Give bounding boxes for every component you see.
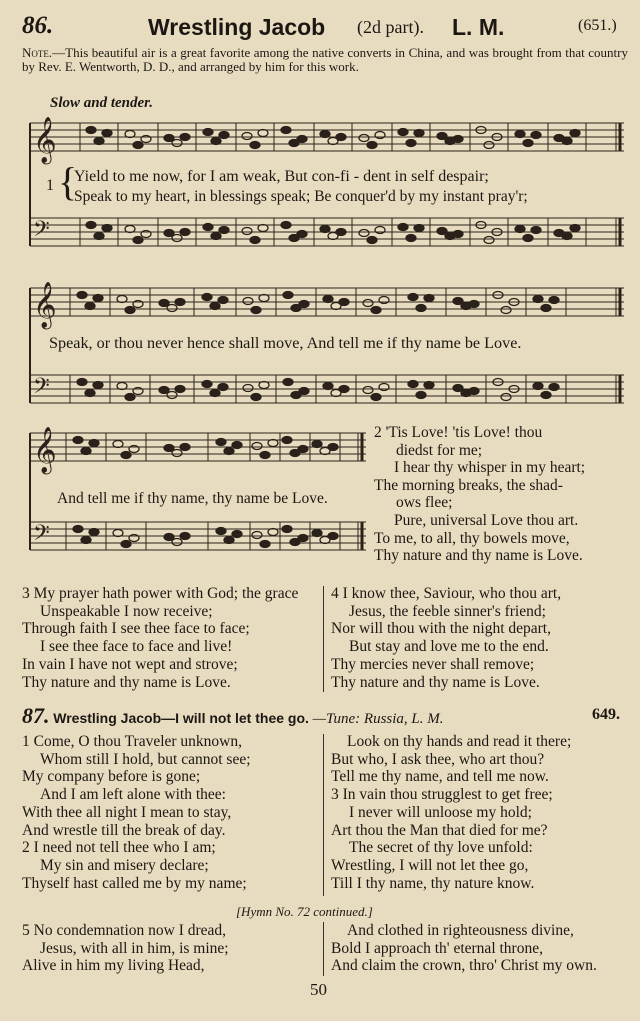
hymn-87-tune: —Tune: Russia, L. M. bbox=[312, 711, 444, 727]
note-head bbox=[202, 381, 212, 388]
note-head bbox=[268, 440, 278, 447]
bass-clef: 𝄢 bbox=[33, 217, 50, 247]
note-head bbox=[549, 297, 559, 304]
verse-line: Pure, universal Love thou art. bbox=[394, 511, 579, 529]
note-head bbox=[259, 295, 269, 302]
bass-clef: 𝄢 bbox=[33, 374, 50, 404]
note-head bbox=[210, 303, 220, 310]
verse-line: Wrestling, I will not let thee go, bbox=[331, 856, 529, 874]
note-head bbox=[408, 381, 418, 388]
lyric-line-3: And tell me if thy name, thy name be Love. bbox=[57, 490, 328, 507]
note-head bbox=[164, 445, 174, 452]
page-number: 50 bbox=[310, 980, 327, 999]
hymn-title: Wrestling Jacob bbox=[148, 14, 326, 40]
note-head bbox=[371, 394, 381, 401]
note-head bbox=[289, 235, 299, 242]
note-head bbox=[180, 533, 190, 540]
hymn-87-right-column bbox=[331, 733, 631, 892]
note-head bbox=[94, 233, 104, 240]
note-head bbox=[281, 222, 291, 229]
note-head bbox=[312, 441, 322, 448]
note-head bbox=[172, 235, 182, 242]
note-head bbox=[164, 135, 174, 142]
verse-line: And wrestle till the break of day. bbox=[22, 821, 226, 839]
note-head bbox=[408, 294, 418, 301]
note-head bbox=[167, 305, 177, 312]
note-head bbox=[164, 534, 174, 541]
note-head bbox=[541, 305, 551, 312]
note-head bbox=[260, 452, 270, 459]
note-head bbox=[203, 224, 213, 231]
note-head bbox=[113, 441, 123, 448]
note-head bbox=[359, 230, 369, 237]
note-head bbox=[202, 294, 212, 301]
hymn-87-reference: 649. bbox=[592, 706, 620, 723]
verse-line: And clothed in righteousness divine, bbox=[347, 922, 574, 939]
note-head bbox=[363, 387, 373, 394]
note-head bbox=[164, 230, 174, 237]
verse-line: Thyself hast called me by my name; bbox=[22, 874, 247, 892]
note-head bbox=[243, 385, 253, 392]
note-head bbox=[531, 227, 541, 234]
note-head bbox=[312, 530, 322, 537]
note-head bbox=[125, 226, 135, 233]
column-divider bbox=[323, 734, 324, 896]
note-head bbox=[121, 541, 131, 548]
note-head bbox=[125, 394, 135, 401]
note-head bbox=[484, 142, 494, 149]
note-head bbox=[86, 127, 96, 134]
verse-line: But stay and love me to the end. bbox=[349, 638, 549, 656]
verse-line: Thy nature and thy name is Love. bbox=[22, 673, 231, 691]
note-head bbox=[320, 448, 330, 455]
verse-line: And claim the crown, thro' Christ my own. bbox=[331, 957, 597, 975]
verse-line: Nor will thou with the night depart, bbox=[331, 620, 551, 638]
note-head bbox=[94, 138, 104, 145]
bass-clef: 𝄢 bbox=[33, 521, 50, 551]
note-head bbox=[243, 298, 253, 305]
note-head bbox=[251, 307, 261, 314]
verse-line: But who, I ask thee, who art thou? bbox=[331, 750, 545, 768]
note-head bbox=[258, 225, 268, 232]
treble-clef: 𝄞 bbox=[33, 427, 57, 473]
note-head bbox=[320, 537, 330, 544]
note-head bbox=[167, 392, 177, 399]
note-head bbox=[211, 138, 221, 145]
note-head bbox=[570, 130, 580, 137]
note-head bbox=[102, 130, 112, 137]
note-head bbox=[541, 392, 551, 399]
lyric-line-1b: Speak to my heart, in blessings speak; Be conquer'd by my instant pray'r; bbox=[74, 188, 528, 205]
note-head bbox=[320, 131, 330, 138]
note-head bbox=[251, 394, 261, 401]
verse-line: 4 I know thee, Saviour, who thou art, bbox=[331, 585, 562, 602]
verse-line: Bold I approach th' eternal throne, bbox=[331, 939, 543, 957]
note-head bbox=[461, 390, 471, 397]
note-head bbox=[531, 132, 541, 139]
note-head bbox=[133, 142, 143, 149]
note-head bbox=[323, 383, 333, 390]
verse-line: With thee all night I mean to stay, bbox=[22, 803, 232, 821]
note-head bbox=[93, 295, 103, 302]
note-head bbox=[570, 225, 580, 232]
note-head bbox=[133, 237, 143, 244]
note-head bbox=[159, 300, 169, 307]
note-head bbox=[252, 443, 262, 450]
note-head bbox=[453, 298, 463, 305]
verse-line: My company before is gone; bbox=[22, 768, 201, 786]
hymn-87-header bbox=[22, 703, 628, 729]
tempo-marking: Slow and tender. bbox=[50, 95, 153, 111]
verse-line: Till I thy name, thy nature know. bbox=[331, 874, 535, 892]
note-head bbox=[416, 305, 426, 312]
note-head bbox=[89, 529, 99, 536]
note-head bbox=[363, 300, 373, 307]
note-head bbox=[549, 384, 559, 391]
note-head bbox=[406, 140, 416, 147]
treble-clef: 𝄞 bbox=[33, 117, 57, 163]
verse-line: To me, to all, thy bowels move, bbox=[374, 529, 570, 547]
note-head bbox=[203, 129, 213, 136]
hymn-87-title: Wrestling Jacob—I will not let thee go. bbox=[53, 710, 309, 726]
note-head bbox=[86, 222, 96, 229]
note-head bbox=[172, 140, 182, 147]
note-head bbox=[258, 130, 268, 137]
verse-line: Tell me thy name, and tell me now. bbox=[331, 768, 549, 786]
note-head bbox=[232, 442, 242, 449]
verse-line: 3 In vain thou strugglest to get free; bbox=[331, 786, 553, 804]
hymn-72-left-column bbox=[22, 922, 322, 975]
note-head bbox=[159, 387, 169, 394]
note-head bbox=[331, 390, 341, 397]
note-head bbox=[73, 437, 83, 444]
verse-line: In vain I have not wept and strove; bbox=[22, 655, 238, 673]
note-head bbox=[533, 383, 543, 390]
verse-line: Thy mercies never shall remove; bbox=[331, 655, 535, 673]
note-head bbox=[89, 440, 99, 447]
note-head bbox=[219, 132, 229, 139]
note-head bbox=[359, 135, 369, 142]
verse-line: 2 'Tis Love! 'tis Love! thou bbox=[374, 424, 543, 441]
note-head bbox=[445, 138, 455, 145]
verse-3 bbox=[22, 585, 322, 691]
hymn-number: 86. bbox=[22, 12, 54, 39]
note-head bbox=[484, 237, 494, 244]
note-head bbox=[416, 392, 426, 399]
note-head bbox=[282, 437, 292, 444]
note-label: Note. bbox=[22, 45, 53, 60]
note-head bbox=[219, 227, 229, 234]
note-head bbox=[328, 138, 338, 145]
verse-line: 1 Come, O thou Traveler unknown, bbox=[22, 733, 243, 750]
note-head bbox=[453, 385, 463, 392]
note-head bbox=[125, 131, 135, 138]
note-head bbox=[242, 228, 252, 235]
note-head bbox=[180, 134, 190, 141]
note-head bbox=[224, 448, 234, 455]
note-head bbox=[210, 390, 220, 397]
verse-4 bbox=[331, 585, 631, 691]
hymn-72-right-column bbox=[331, 922, 631, 975]
note-head bbox=[232, 531, 242, 538]
note-head bbox=[281, 127, 291, 134]
note-head bbox=[117, 296, 127, 303]
note-head bbox=[398, 224, 408, 231]
verse-line: 5 No condemnation now I dread, bbox=[22, 922, 227, 939]
note-head bbox=[424, 295, 434, 302]
note-head bbox=[81, 448, 91, 455]
note-head bbox=[398, 129, 408, 136]
note-head bbox=[414, 225, 424, 232]
note-head bbox=[331, 303, 341, 310]
note-head bbox=[290, 539, 300, 546]
treble-clef: 𝄞 bbox=[33, 282, 57, 328]
continuation-note: [Hymn No. 72 continued.] bbox=[236, 904, 373, 919]
verse-line: Whom still I hold, but cannot see; bbox=[40, 750, 251, 768]
note-head bbox=[252, 532, 262, 539]
verse-line: diedst for me; bbox=[396, 441, 483, 459]
note-head bbox=[77, 292, 87, 299]
verse-line: The morning breaks, the shad- bbox=[374, 476, 563, 494]
note-head bbox=[445, 233, 455, 240]
note-head bbox=[501, 307, 511, 314]
hymn-87-left-column bbox=[22, 733, 322, 892]
verse-line: Look on thy hands and read it there; bbox=[347, 733, 572, 750]
note-text: —This beautiful air is a great favorite among the native converts in China, and was brought from that country by Rev. E. Wentworth, D. D., and arranged by him for this work. bbox=[22, 45, 628, 74]
note-head bbox=[523, 235, 533, 242]
note-head bbox=[328, 233, 338, 240]
note-head bbox=[172, 450, 182, 457]
note-head bbox=[533, 296, 543, 303]
verse-line: Jesus, with all in him, is mine; bbox=[40, 939, 229, 957]
note-head bbox=[283, 292, 293, 299]
column-divider bbox=[323, 586, 324, 692]
note-head bbox=[85, 303, 95, 310]
verse-line: Art thou the Man that died for me? bbox=[331, 821, 548, 839]
verse-line: I hear thy whisper in my heart; bbox=[394, 459, 586, 477]
note-head bbox=[85, 390, 95, 397]
note-head bbox=[562, 138, 572, 145]
note-head bbox=[175, 299, 185, 306]
note-head bbox=[268, 529, 278, 536]
note-head bbox=[562, 233, 572, 240]
lyric-brace: { bbox=[58, 159, 78, 204]
note-head bbox=[515, 226, 525, 233]
note-head bbox=[242, 133, 252, 140]
lyric-line-1a: Yield to me now, for I am weak, But con-fi - dent in self despair; bbox=[74, 168, 489, 185]
note-head bbox=[437, 133, 447, 140]
verse-line: Unspeakable I now receive; bbox=[40, 602, 213, 620]
verse-line: Jesus, the feeble sinner's friend; bbox=[349, 602, 546, 620]
hymn-meter: L. M. bbox=[452, 14, 505, 40]
verse-line: 2 I need not tell thee who I am; bbox=[22, 839, 216, 857]
verse-line: Thy nature and thy name is Love. bbox=[374, 547, 583, 565]
note-head bbox=[515, 131, 525, 138]
note-head bbox=[291, 392, 301, 399]
note-head bbox=[102, 225, 112, 232]
hymn-part: (2d part). bbox=[357, 17, 424, 37]
note-head bbox=[224, 537, 234, 544]
note-head bbox=[424, 382, 434, 389]
verse-line: And I am left alone with thee: bbox=[40, 786, 226, 804]
note-head bbox=[406, 235, 416, 242]
note-head bbox=[367, 237, 377, 244]
note-head bbox=[437, 228, 447, 235]
note-head bbox=[81, 537, 91, 544]
lyric-line-2: Speak, or thou never hence shall move, And tell me if thy name be Love. bbox=[49, 334, 522, 352]
verse-line: My sin and misery declare; bbox=[40, 856, 209, 874]
verse-line: ows flee; bbox=[396, 494, 453, 512]
note-head bbox=[175, 386, 185, 393]
note-head bbox=[501, 394, 511, 401]
note-head bbox=[180, 444, 190, 451]
verse-line: Alive in him my living Head, bbox=[22, 957, 205, 975]
verse-line: 3 My prayer hath power with God; the grace bbox=[22, 585, 299, 602]
note-head bbox=[73, 526, 83, 533]
note-head bbox=[216, 528, 226, 535]
note-head bbox=[367, 142, 377, 149]
note-head bbox=[371, 307, 381, 314]
verse-line: The secret of thy love unfold: bbox=[349, 839, 533, 857]
note-head bbox=[172, 539, 182, 546]
note-head bbox=[523, 140, 533, 147]
note-head bbox=[218, 297, 228, 304]
note-head bbox=[259, 382, 269, 389]
note-head bbox=[113, 530, 123, 537]
note-head bbox=[290, 450, 300, 457]
note-head bbox=[283, 379, 293, 386]
note-head bbox=[260, 541, 270, 548]
note-head bbox=[117, 383, 127, 390]
note-head bbox=[125, 307, 135, 314]
verse-2 bbox=[374, 424, 626, 565]
verse-line: Through faith I see thee face to face; bbox=[22, 620, 250, 638]
note-head bbox=[320, 226, 330, 233]
note-head bbox=[323, 296, 333, 303]
hymn-87-number: 87. bbox=[22, 703, 50, 728]
note-head bbox=[121, 452, 131, 459]
note-head bbox=[282, 526, 292, 533]
note-head bbox=[289, 140, 299, 147]
note-head bbox=[218, 384, 228, 391]
note-head bbox=[216, 439, 226, 446]
note-head bbox=[291, 305, 301, 312]
note-head bbox=[250, 142, 260, 149]
verse-line: I never will unloose my hold; bbox=[349, 803, 532, 821]
column-divider bbox=[323, 922, 324, 976]
note-head bbox=[250, 237, 260, 244]
note-head bbox=[93, 382, 103, 389]
hymn-reference: (651.) bbox=[578, 17, 617, 34]
note-head bbox=[180, 229, 190, 236]
note-head bbox=[414, 130, 424, 137]
verse-line: I see thee face to face and live! bbox=[40, 638, 233, 656]
note-head bbox=[211, 233, 221, 240]
note-head bbox=[461, 303, 471, 310]
stanza-number: 1 bbox=[46, 177, 54, 194]
verse-line: Thy nature and thy name is Love. bbox=[331, 673, 540, 691]
note-head bbox=[77, 379, 87, 386]
